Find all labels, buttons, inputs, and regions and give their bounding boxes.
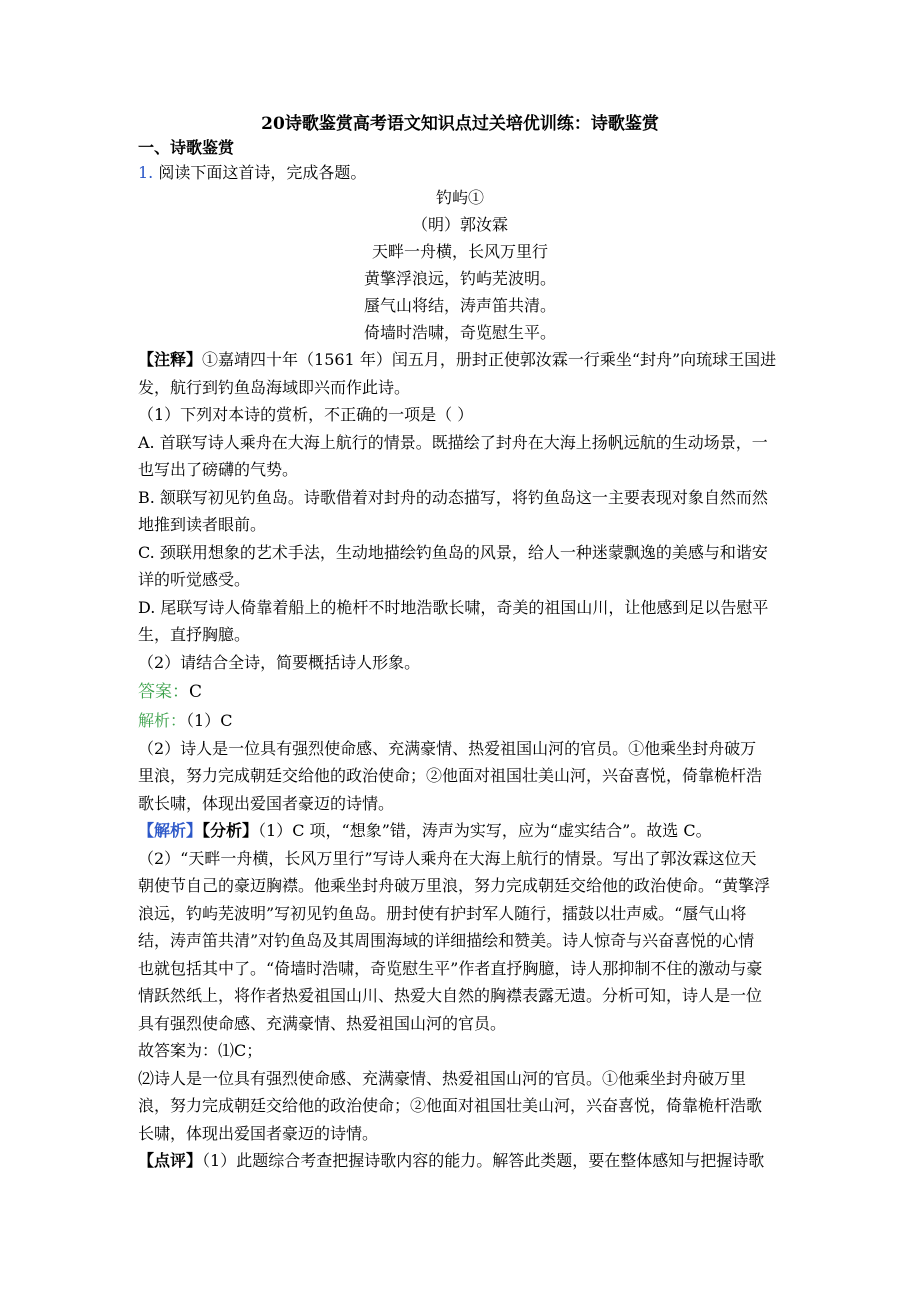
comment-line bbox=[138, 1151, 788, 1171]
option-a-line: A. 首联写诗人乘舟在大海上航行的情景。既描绘了封舟在大海上扬帆远航的生动场景，一 bbox=[138, 433, 768, 452]
analysis-line: 情跃然纸上，将作者热爱祖国山川、热爱大自然的胸襟表露无遗。分析可知，诗人是一位 bbox=[138, 986, 763, 1005]
annotation-text: ①嘉靖四十年（1561 年）闰五月，册封正使郭汝霖一行乘坐“封舟”向琉球王国进 bbox=[202, 350, 777, 369]
answer-label: 答案： bbox=[138, 682, 189, 702]
document-title: 20诗歌鉴赏高考语文知识点过关培优训练：诗歌鉴赏 bbox=[261, 114, 659, 134]
poem-author: （明）郭汝霖 bbox=[411, 215, 508, 234]
question-intro-text: 阅读下面这首诗，完成各题。 bbox=[158, 163, 367, 182]
analysis-line: 结，涛声笛共清”对钓鱼岛及其周围海域的详细描绘和赞美。诗人惊奇与兴奋喜悦的心情 bbox=[138, 931, 755, 950]
answer-value: C bbox=[189, 682, 203, 702]
question-number: 1. bbox=[138, 163, 154, 182]
annotation-label: 【注释】 bbox=[138, 350, 203, 369]
analysis-tag: 【解析】 bbox=[138, 821, 203, 840]
final-answer-line: ⑵诗人是一位具有强烈使命感、充满豪情、热爱祖国山河的官员。①他乘坐封舟破万里 bbox=[138, 1069, 747, 1088]
analysis-line: （2）“天畔一舟横，长风万里行”写诗人乘舟在大海上航行的情景。写出了郭汝霖这位天 bbox=[138, 849, 757, 868]
section-heading: 一、诗歌鉴赏 bbox=[138, 138, 235, 157]
comment-label: 【点评】 bbox=[138, 1151, 203, 1170]
poem-title: 钓屿① bbox=[435, 188, 484, 207]
jiexi-line: 里浪，努力完成朝廷交给他的政治使命；②他面对祖国壮美山河，兴奋喜悦，倚靠桅杆浩 bbox=[138, 766, 763, 785]
final-answer-line: 长啸，体现出爱国者豪迈的诗情。 bbox=[138, 1124, 379, 1143]
annotation-line: 发，航行到钓鱼岛海域即兴而作此诗。 bbox=[138, 378, 411, 397]
option-b-line: B. 颔联写初见钓鱼岛。诗歌借着对封舟的动态描写，将钓鱼岛这一主要表现对象自然而然 bbox=[138, 488, 768, 507]
poem-line: 黄擎浮浪远，钓屿芜波明。 bbox=[363, 269, 556, 288]
final-answer-line: 浪，努力完成朝廷交给他的政治使命；②他面对祖国壮美山河，兴奋喜悦，倚靠桅杆浩歌 bbox=[138, 1096, 763, 1115]
option-d-line: D. 尾联写诗人倚靠着船上的桅杆不时地浩歌长啸，奇美的祖国山川，让他感到足以告慰平 bbox=[138, 598, 769, 617]
analysis-first: （1）C 项，“想象”错，涛声为实写，应为“虚实结合”。故选 C。 bbox=[258, 821, 712, 840]
analysis-line: 也就包括其中了。“倚墙时浩啸，奇览慰生平”作者直抒胸臆，诗人那抑制不住的激动与豪 bbox=[138, 959, 763, 978]
sub-question-1: （1）下列对本诗的赏析，不正确的一项是（ ） bbox=[138, 405, 474, 424]
question-intro bbox=[138, 163, 788, 183]
option-a-line: 也写出了磅礴的气势。 bbox=[138, 460, 299, 479]
jiexi-first: （1）C bbox=[186, 711, 233, 730]
final-answer-intro: 故答案为：⑴C； bbox=[138, 1041, 263, 1060]
fenxi-tag: 【分析】 bbox=[202, 821, 259, 840]
answer-line bbox=[138, 682, 788, 702]
option-b-line: 地推到读者眼前。 bbox=[138, 515, 267, 534]
analysis-line: 朝使节自己的豪迈胸襟。他乘坐封舟破万里浪，努力完成朝廷交给他的政治使命。“黄擎浮 bbox=[138, 876, 771, 895]
jiexi-line: （2）诗人是一位具有强烈使命感、充满豪情、热爱祖国山河的官员。①他乘坐封舟破万 bbox=[138, 739, 757, 758]
poem-line: 倚墙时浩啸，奇览慰生平。 bbox=[363, 323, 556, 342]
poem-line: 蜃气山将结，涛声笛共清。 bbox=[363, 296, 556, 315]
jiexi-label: 解析： bbox=[138, 711, 187, 730]
jiexi-line: 歌长啸，体现出爱国者豪迈的诗情。 bbox=[138, 794, 395, 813]
annotation-line bbox=[138, 350, 788, 370]
option-d-line: 生，直抒胸臆。 bbox=[138, 625, 251, 644]
sub-question-2: （2）请结合全诗，简要概括诗人形象。 bbox=[138, 653, 421, 672]
analysis-line: 浪远，钓屿芜波明”写初见钓鱼岛。册封使有护封军人随行，擂鼓以壮声威。“蜃气山将 bbox=[138, 904, 747, 923]
jiexi-line bbox=[138, 711, 788, 731]
option-c-line: C. 颈联用想象的艺术手法，生动地描绘钓鱼岛的风景，给人一种迷蒙飘逸的美感与和谐安 bbox=[138, 543, 768, 562]
analysis-line bbox=[138, 821, 788, 841]
comment-text: （1）此题综合考查把握诗歌内容的能力。解答此类题，要在整体感知与把握诗歌 bbox=[202, 1151, 765, 1170]
poem-line: 天畔一舟横，长风万里行 bbox=[371, 242, 548, 261]
analysis-line: 具有强烈使命感、充满豪情、热爱祖国山河的官员。 bbox=[138, 1014, 507, 1033]
option-c-line: 详的听觉感受。 bbox=[138, 570, 251, 589]
